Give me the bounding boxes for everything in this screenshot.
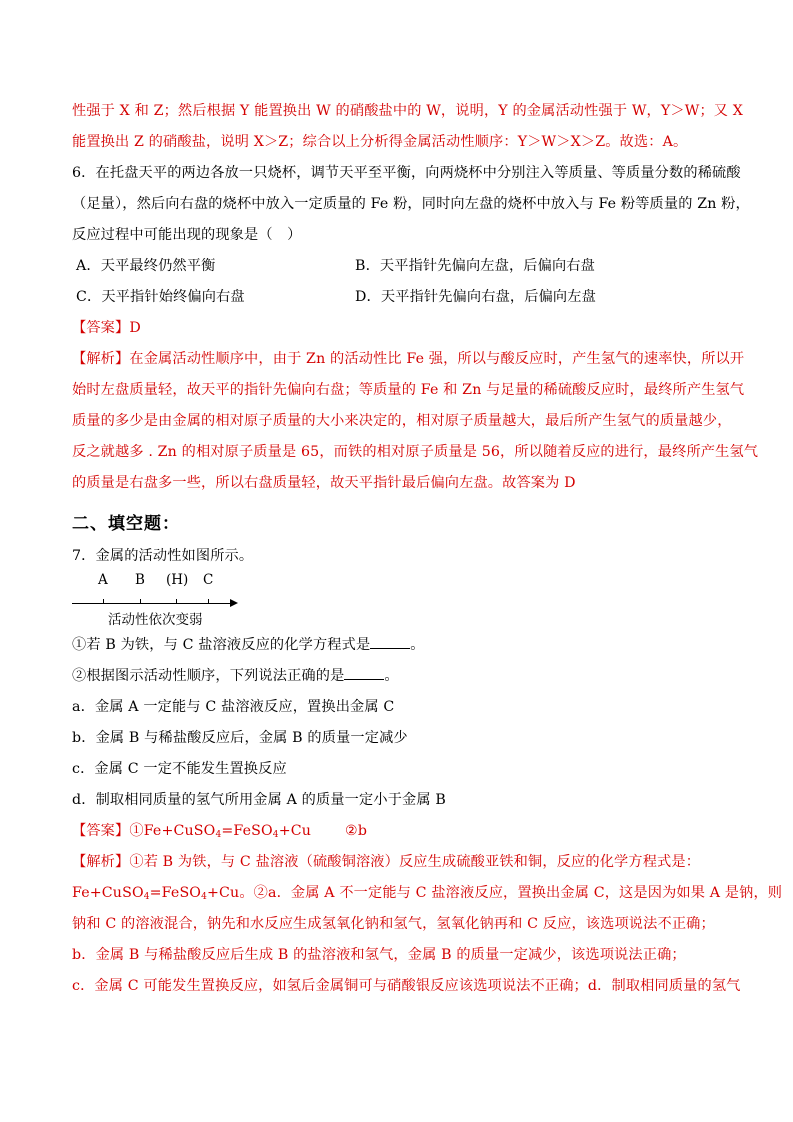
explanation-text: Fe+CuSO: [72, 885, 144, 901]
q7-sub2-text: ②根据图示活动性顺序，下列说法正确的是: [72, 668, 345, 684]
subscript: 4: [272, 830, 279, 840]
answer-equation: +Cu: [278, 823, 312, 839]
answer-blank: [344, 665, 384, 680]
diagram-label-a: A: [98, 572, 108, 588]
document-page: [72, 96, 783, 1002]
q6-option-d: D．天平指针先偏向右盘，后偏向左盘: [355, 289, 596, 305]
q6-stem: 6．在托盘天平的两边各放一只烧杯，调节天平至平衡，向两烧杯中分别注入等质量、等质量分数的稀硫酸: [72, 165, 741, 181]
q7-sub1-end: 。: [410, 637, 425, 653]
q6-options-row: [72, 282, 732, 313]
q7-sub2-end: 。: [384, 668, 399, 684]
q7-explanation: c．金属 C 可能发生置换反应，如氢后金属铜可与硝酸银反应该选项说法不正确；d．制取相同质量的氢气: [72, 978, 741, 994]
subscript: 4: [201, 892, 207, 902]
section-heading: 二、填空题：: [72, 514, 180, 534]
answer-blank: [370, 634, 410, 649]
arrow-head-icon: [230, 599, 238, 607]
q6-option-c: C．天平指针始终偏向右盘: [76, 289, 245, 305]
answer-part-2: ②b: [345, 823, 368, 839]
q6-option-a: A．天平最终仍然平衡: [76, 258, 216, 274]
q6-stem: （足量），然后向右盘的烧杯中放入一定质量的 Fe 粉，同时向左盘的烧杯中放入与 Fe 粉等质量的 Zn 粉，: [72, 196, 750, 212]
q6-explanation: 质量的多少是由金属的相对原子质量的大小来决定的，相对原子质量越大，最后所产生氢气的质量越少，: [72, 413, 732, 429]
answer-equation: ①Fe+CuSO: [129, 823, 216, 839]
diagram-caption: 活动性依次变弱: [108, 612, 203, 628]
explanation-text: +Cu。②a．金属 A 不一定能与 C 盐溶液反应，置换出金属 C，这是因为如果 A 是钠，则: [206, 885, 783, 901]
q6-options-row: [72, 251, 732, 282]
q6-explanation: 始时左盘质量轻，故天平的指针先偏向右盘；等质量的 Fe 和 Zn 与足量的稀硫酸反应时，最终所产生氢气: [72, 382, 745, 398]
q7-explanation: [72, 878, 783, 909]
q6-stem: 反应过程中可能出现的现象是（ ）: [72, 227, 302, 243]
q7-choice-c: c．金属 C 一定不能发生置换反应: [72, 761, 287, 777]
diagram-label-c: C: [203, 572, 214, 588]
activity-series-diagram: [72, 572, 272, 630]
diagram-label-h: (H): [166, 572, 189, 588]
q6-option-b: B．天平指针先偏向左盘，后偏向右盘: [355, 258, 595, 274]
q7-answer: [72, 816, 732, 847]
diagram-axis: [72, 603, 232, 604]
answer-equation: =FeSO: [221, 823, 273, 839]
q7-choice-b: b．金属 B 与稀盐酸反应后，金属 B 的质量一定减少: [72, 730, 408, 746]
explanation-line: 性强于 X 和 Z；然后根据 Y 能置换出 W 的硝酸盐中的 W，说明，Y 的金属活动性强于 W，Y＞W；又 X: [72, 103, 744, 119]
q6-explanation: 的质量是右盘多一些，所以右盘质量轻，故天平指针最后偏向左盘。故答案为 D: [72, 475, 576, 491]
q7-explanation: 钠和 C 的溶液混合，钠先和水反应生成氢氧化钠和氢气，氢氧化钠再和 C 反应，该选项说法不正确；: [72, 916, 715, 932]
answer-label: 【答案】: [72, 823, 130, 839]
diagram-label-b: B: [135, 572, 145, 588]
q7-choice-a: a．金属 A 一定能与 C 盐溶液反应，置换出金属 C: [72, 699, 395, 715]
q6-explanation: 反之就越多 . Zn 的相对原子质量是 65，而铁的相对原子质量是 56，所以随着反应的进行，最终所产生氢气: [72, 444, 759, 460]
q7-stem: 7．金属的活动性如图所示。: [72, 548, 254, 564]
q6-answer: 【答案】D: [72, 320, 141, 336]
q7-sub1-text: ①若 B 为铁，与 C 盐溶液反应的化学方程式是: [72, 637, 371, 653]
q7-explanation: 【解析】①若 B 为铁，与 C 盐溶液（硫酸铜溶液）反应生成硫酸亚铁和铜，反应的化学方程式是：: [72, 854, 701, 870]
explanation-line: 能置换出 Z 的硝酸盐，说明 X＞Z；综合以上分析得金属活动性顺序：Y＞W＞X＞Z。故选：A。: [72, 134, 688, 150]
subscript: 4: [143, 892, 150, 902]
subscript: 4: [215, 830, 222, 840]
q6-explanation: 【解析】在金属活动性顺序中，由于 Zn 的活动性比 Fe 强，所以与酸反应时，产生氢气的速率快，所以开: [72, 351, 745, 367]
q7-choice-d: d．制取相同质量的氢气所用金属 A 的质量一定小于金属 B: [72, 792, 446, 808]
q7-subquestion-2: [72, 661, 732, 692]
explanation-text: =FeSO: [149, 885, 202, 901]
q7-subquestion-1: [72, 630, 732, 661]
q7-explanation: b．金属 B 与稀盐酸反应后生成 B 的盐溶液和氢气，金属 B 的质量一定减少，该选项说法正确；: [72, 947, 686, 963]
